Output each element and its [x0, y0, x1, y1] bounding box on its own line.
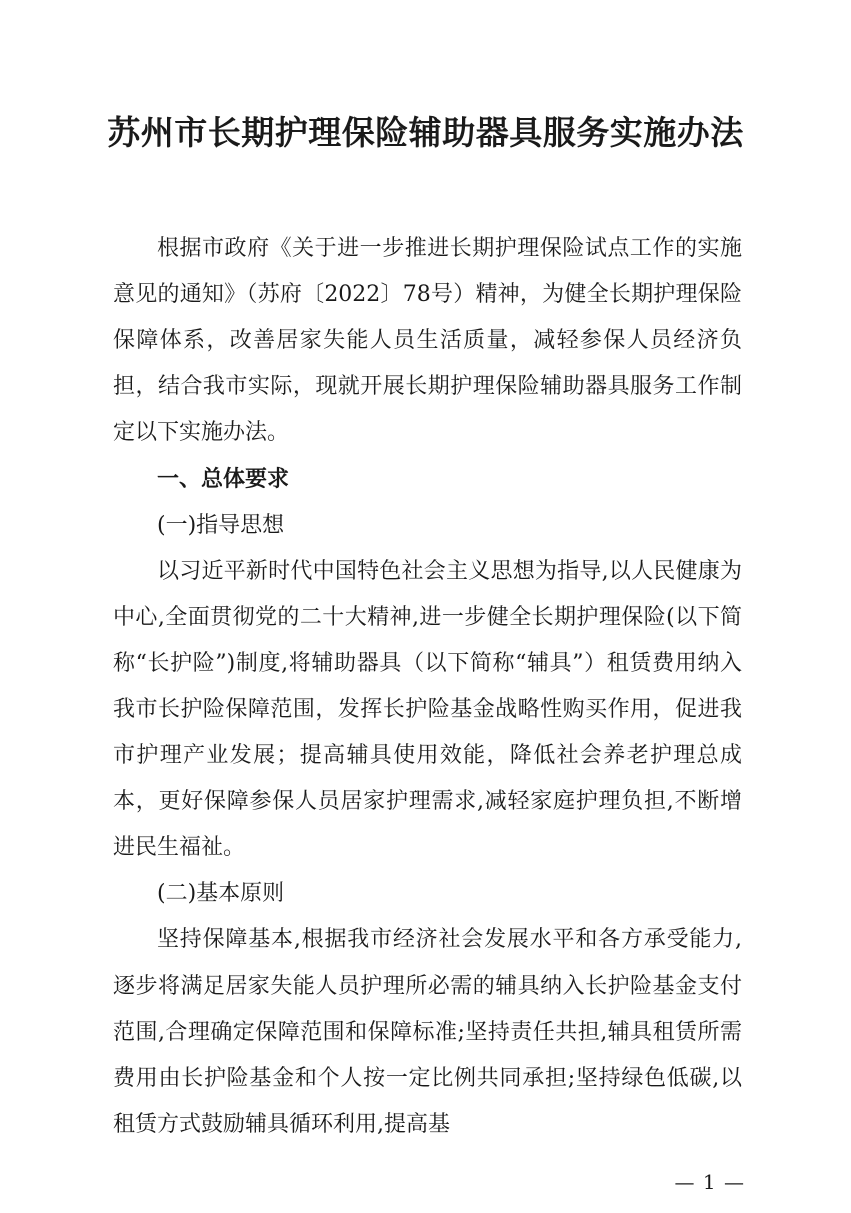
subsection-heading-guiding-ideology: (一)指导思想	[157, 512, 285, 538]
document-body	[113, 226, 742, 1148]
basic-principles-paragraph: 坚持保障基本,根据我市经济社会发展水平和各方承受能力,逐步将满足居家失能人员护理所必需的辅具纳入长护险基金支付范围,合理确定保障范围和保障标准;坚持责任共担,辅具租赁所需费用由长护险基金和个人按一定比例共同承担;坚持绿色低碳,以租赁方式鼓励辅具循环利用,提高基	[113, 927, 742, 1137]
subsection-heading-basic-principles: (二)基本原则	[157, 881, 285, 907]
intro-paragraph: 根据市政府《关于进一步推进长期护理保险试点工作的实施意见的通知》（苏府〔2022〕78号）精神，为健全长期护理保险保障体系，改善居家失能人员生活质量，减轻参保人员经济负担，结合我市实际，现就开展长期护理保险辅助器具服务工作制定以下实施办法。	[113, 236, 742, 446]
document-title: 苏州市长期护理保险辅助器具服务实施办法	[107, 113, 744, 152]
page-number: — 1 —	[674, 1170, 745, 1194]
guiding-ideology-paragraph: 以习近平新时代中国特色社会主义思想为指导,以人民健康为中心,全面贯彻党的二十大精神,进一步健全长期护理保险(以下简称“长护险”)制度,将辅助器具（以下简称“辅具”）租赁费用纳入我市长护险保障范围，发挥长护险基金战略性购买作用，促进我市护理产业发展；提高辅具使用效能，降低社会养老护理总成本，更好保障参保人员居家护理需求,减轻家庭护理负担,不断增进民生福祉。	[113, 558, 742, 861]
section-heading-general-requirements: 一、总体要求	[157, 466, 290, 493]
